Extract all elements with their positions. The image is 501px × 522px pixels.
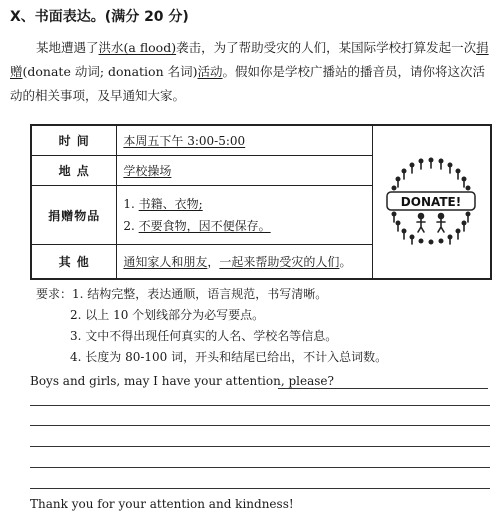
svg-text:DONATE!: DONATE! [401, 194, 462, 209]
opening-sentence: Boys and girls, may I have your attention, please? [30, 374, 334, 388]
writing-line [30, 467, 490, 468]
writing-line [278, 388, 488, 389]
other-value: 通知家人和朋友，一起来帮助受灾的人们。 [117, 245, 372, 279]
time-value: 本周五下午 3:00-5:00 [117, 125, 372, 155]
writing-line [30, 446, 490, 447]
place-value: 学校操场 [117, 155, 372, 185]
donate-item-2: 2. 不要食物，因不便保存。 [123, 219, 271, 234]
point-donate: 捐赠 [10, 40, 489, 79]
requirement-2: 2. 以上 10 个划线部分为必写要点。 [70, 308, 265, 322]
requirements [36, 284, 387, 368]
info-table [30, 124, 492, 280]
intro-text-3: (donate 动词; donation 名词) [22, 64, 198, 79]
closing-sentence: Thank you for your attention and kindness! [30, 497, 294, 511]
donate-logo [372, 125, 491, 279]
table-row-time [31, 125, 491, 155]
time-label: 时 间 [31, 125, 117, 155]
requirements-title: 要求： [36, 287, 73, 301]
donate-logo-icon [381, 146, 481, 256]
point-flood: 洪水(a flood) [98, 40, 177, 55]
donate-items-label: 捐赠物品 [31, 186, 117, 245]
writing-line [30, 488, 490, 489]
task-description [10, 36, 495, 108]
donate-item-1: 1. 书籍、衣物; [123, 197, 203, 212]
other-label: 其 他 [31, 245, 117, 279]
section-heading: X、书面表达。(满分 20 分) [10, 9, 189, 25]
intro-text-4: 。假如你是学校广播站的播音员，请你将这次活动的相关事项，及早通知大家。 [10, 64, 486, 103]
writing-line [30, 425, 490, 426]
point-activity: 活动 [197, 64, 223, 79]
requirement-1: 1. 结构完整，表达通顺，语言规范，书写清晰。 [72, 287, 328, 301]
writing-line [30, 405, 490, 406]
requirement-4: 4. 长度为 80-100 词，开头和结尾已给出，不计入总词数。 [70, 350, 388, 364]
place-label: 地 点 [31, 155, 117, 185]
intro-text-1: 某地遭遇了 [36, 40, 99, 55]
donate-items-value [117, 186, 372, 245]
requirement-3: 3. 文中不得出现任何真实的人名、学校名等信息。 [70, 329, 338, 343]
intro-text-2: 袭击，为了帮助受灾的人们，某国际学校打算发起一次 [176, 40, 477, 55]
